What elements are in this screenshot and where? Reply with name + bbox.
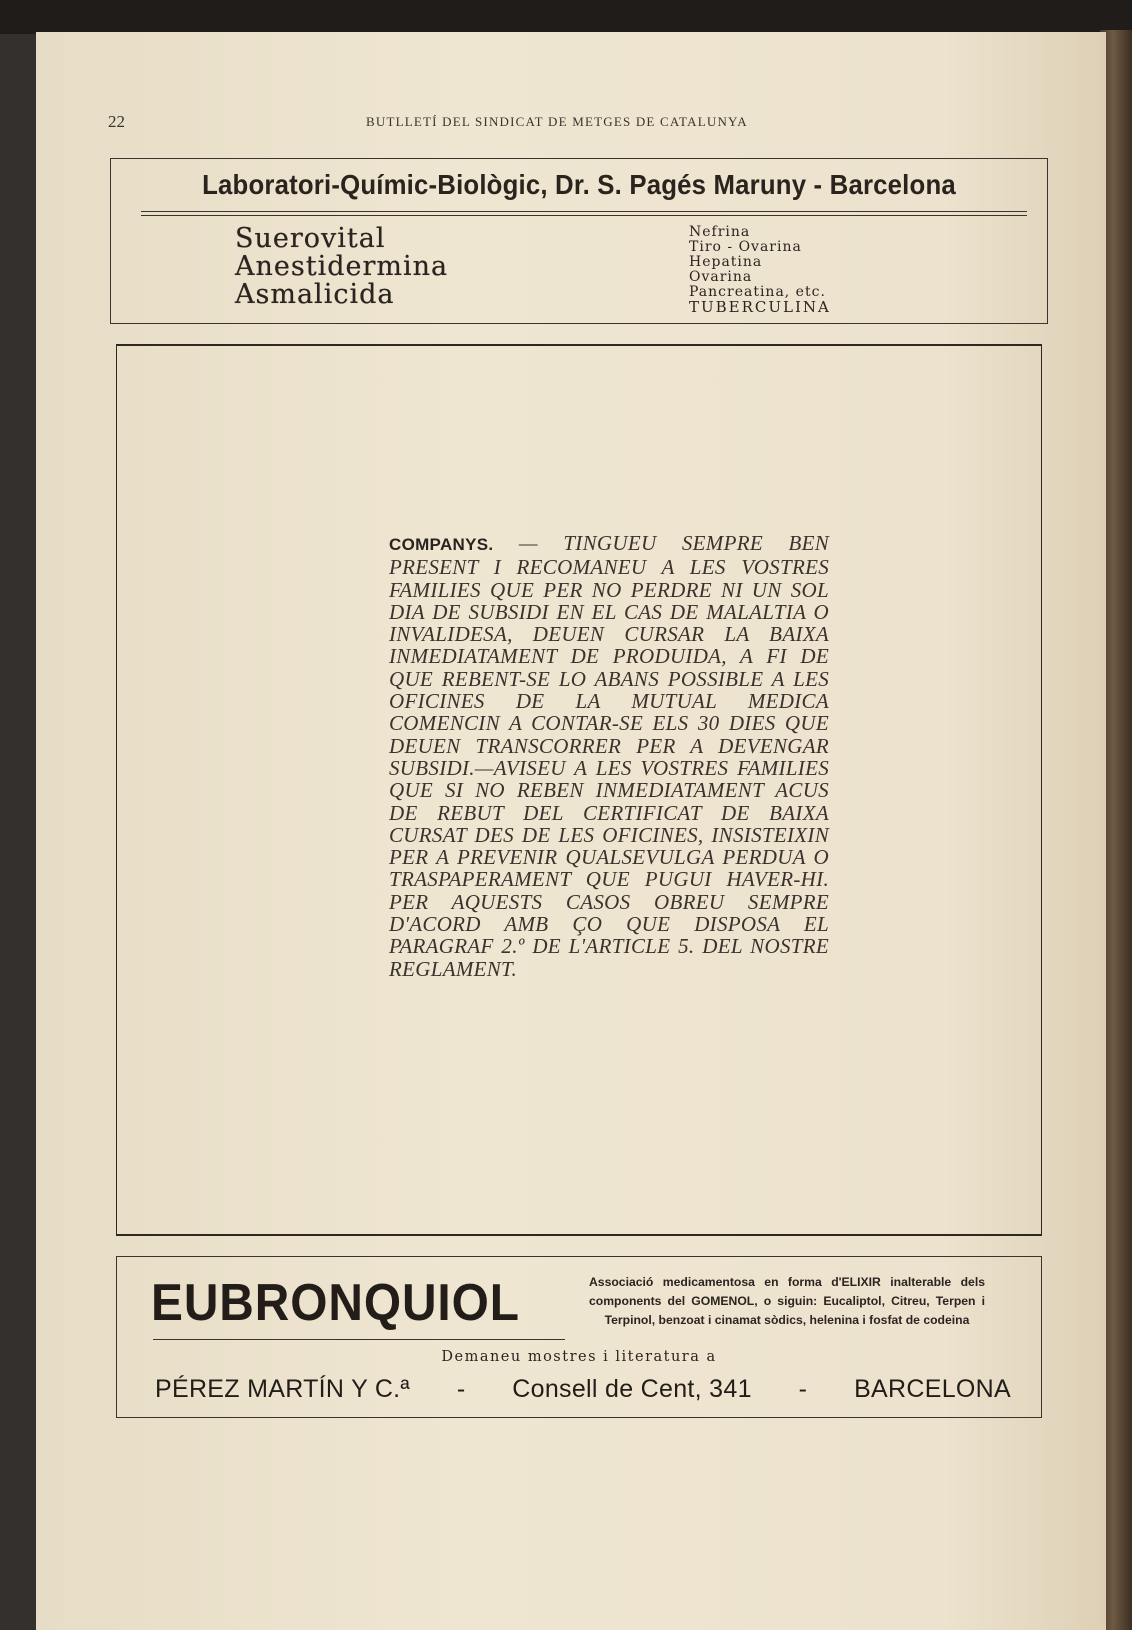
product-item: Asmalicida bbox=[235, 279, 395, 310]
notice-dash: — bbox=[493, 531, 564, 555]
product-item: Hepatina bbox=[689, 254, 763, 270]
notice-text bbox=[389, 532, 829, 980]
city: BARCELONA bbox=[854, 1375, 1011, 1403]
page-number: 22 bbox=[108, 112, 125, 131]
address-line bbox=[155, 1375, 1011, 1404]
eubronquiol-advertisement bbox=[116, 1256, 1042, 1418]
title-rule-thin bbox=[141, 215, 1027, 216]
product-item: Pancreatina, etc. bbox=[689, 284, 826, 300]
scanner-background-top bbox=[0, 0, 1132, 34]
laboratory-title: Laboratori-Químic-Biològic, Dr. S. Pagés Maruny - Barcelona bbox=[202, 169, 956, 200]
laboratory-advertisement bbox=[110, 158, 1048, 324]
scanner-background-left bbox=[0, 0, 40, 1630]
product-item: Anestidermina bbox=[235, 251, 449, 282]
product-item: TUBERCULINA bbox=[689, 298, 831, 316]
street-address: Consell de Cent, 341 bbox=[512, 1375, 752, 1403]
product-list-main bbox=[235, 225, 448, 309]
notice-lead: COMPANYS. bbox=[389, 535, 494, 554]
product-list-secondary bbox=[689, 225, 831, 315]
notice-body: TINGUEU SEMPRE BEN PRESENT I RECOMANEU A LES VOSTRES FAMILIES QUE PER NO PERDRE NI UN SOL DIA DE SUBSIDI EN EL CAS DE MALALTIA O INVALIDESA, DEUEN CURSAR LA BAIXA INMEDIATAMENT DE PRODUIDA, A FI DE QUE REBENT-SE LO ABANS POSSIBLE A LES OFICINES DE LA MUTUAL MEDICA COMENCIN A CONTAR-SE ELS 30 DIES QUE DEUEN TRANSCORRER PER A DEVENGAR SUBSIDI.—AVISEU A LES VOSTRES FAMILIES QUE SI NO REBEN INMEDIATAMENT ACUS DE REBUT DEL CERTIFICAT DE BAIXA CURSAT DES DE LES OFICINES, INSISTEIXIN PER A PREVENIR QUALSEVULGA PERDUA O TRASPAPERAMENT QUE PUGUI HAVER-HI. PER AQUESTS CASOS OBREU SEMPRE D'ACORD AMB ÇO QUE DISPOSA EL PARAGRAF 2.º DE L'ARTICLE 5. DEL NOSTRE REGLAMENT. bbox=[389, 531, 830, 981]
notice-box bbox=[116, 344, 1042, 1236]
product-item: Nefrina bbox=[689, 224, 751, 240]
running-head bbox=[36, 112, 1106, 134]
product-item: Ovarina bbox=[689, 269, 753, 285]
product-item: Suerovital bbox=[235, 223, 386, 254]
separator: - bbox=[456, 1375, 466, 1403]
brand-description: Associació medicamentosa en forma d'ELIXIR inalterable dels components del GOMENOL, o siguin: Eucaliptol, Citreu, Terpen i Terpinol, benzoat i cinamat sòdics, helenina i fosfat de codeina bbox=[589, 1275, 985, 1327]
samples-request: Demaneu mostres i literatura a bbox=[441, 1349, 717, 1365]
brand-underline bbox=[153, 1339, 565, 1340]
company-name: PÉREZ MARTÍN Y C.ª bbox=[155, 1375, 410, 1403]
page bbox=[36, 32, 1106, 1630]
product-item: Tiro - Ovarina bbox=[689, 239, 802, 255]
brand-name: EUBRONQUIOL bbox=[151, 1274, 520, 1332]
journal-title: BUTLLETÍ DEL SINDICAT DE METGES DE CATALUNYA bbox=[366, 114, 748, 129]
separator: - bbox=[798, 1375, 808, 1403]
title-rule bbox=[141, 211, 1027, 212]
